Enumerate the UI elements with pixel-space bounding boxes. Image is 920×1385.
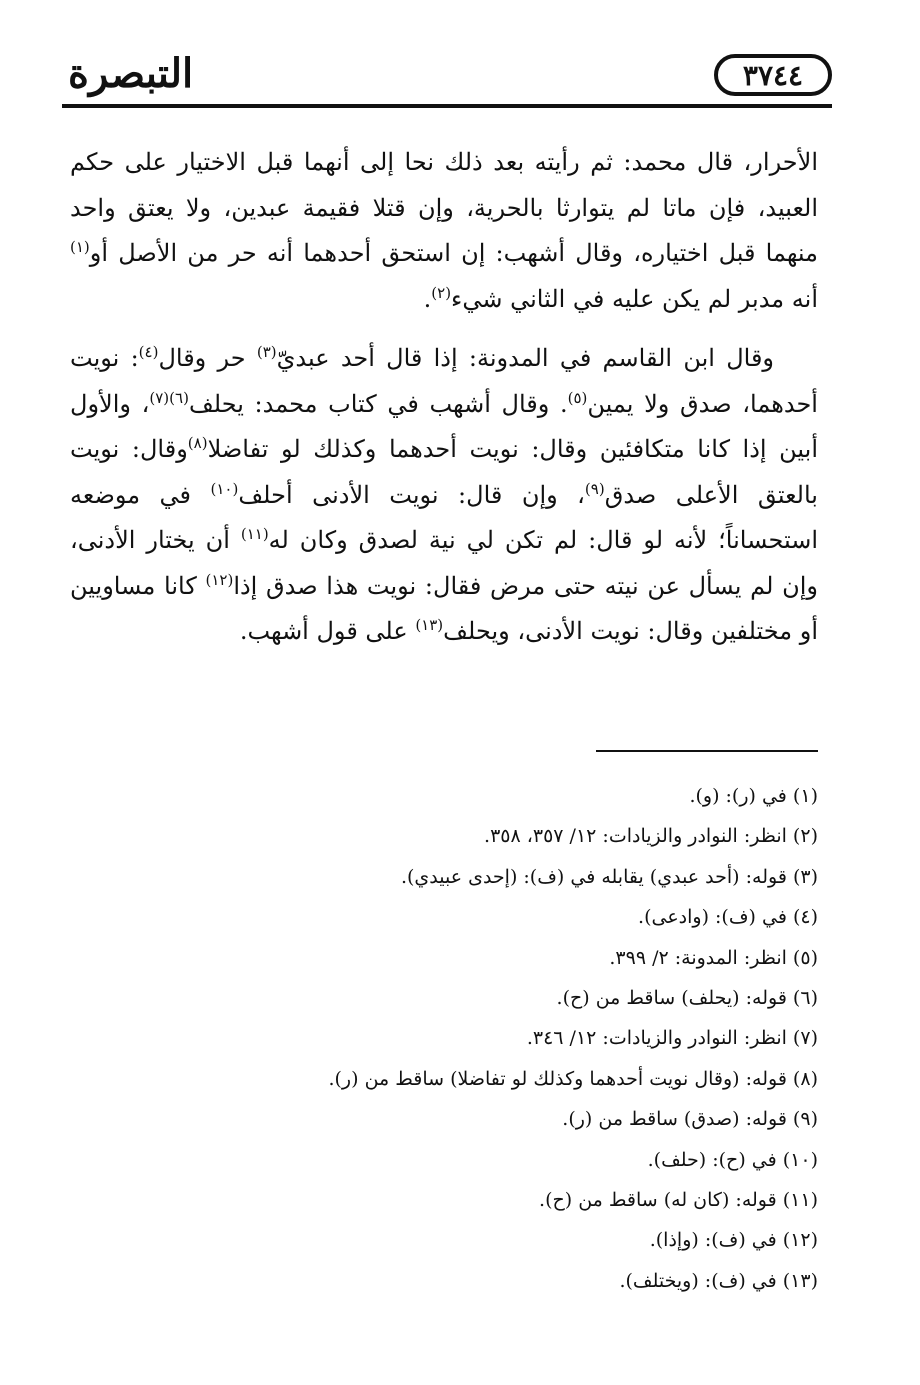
- footnote-ref: (١٢): [205, 570, 234, 589]
- book-title: التبصرة: [68, 50, 194, 97]
- footnote-ref: (٤): [138, 343, 159, 361]
- footnote-13: (١٣) في (ف): (ويختلف).: [619, 1269, 818, 1292]
- footnote-8: (٨) قوله: (وقال نويت أحدهما وكذلك لو تفاضلا) ساقط من (ر).: [328, 1067, 818, 1090]
- footnote-4: (٤) في (ف): (وادعى).: [638, 906, 818, 929]
- footnote-ref: (١١): [240, 525, 269, 543]
- text-run: . وقال أشهب في كتاب محمد: يحلف: [188, 389, 568, 418]
- footnote-ref: (١٣): [415, 616, 444, 634]
- page-number: ٣٧٤٤: [742, 58, 804, 92]
- text-run: على قول أشهب.: [239, 617, 416, 645]
- header-rule: [62, 104, 832, 108]
- text-run: ، والأول أبين إذا كانا متكافئين وقال: نويت أحدهما وكذلك لو تفاضلا: [70, 389, 819, 463]
- footnote-3: (٣) قوله: (أحد عبدي) يقابله في (ف): (إحدى عبيدي).: [400, 865, 818, 888]
- footnote-ref: (٢): [431, 283, 452, 302]
- footnote-11: (١١) قوله: (كان له) ساقط من (ح).: [539, 1189, 818, 1212]
- footnote-ref: (١): [70, 238, 90, 256]
- text-run: في موضعه استحساناً؛ لأنه لو قال: لم تكن لي نية لصدق وكان له: [70, 480, 819, 554]
- footnote-ref: (٨): [187, 434, 208, 452]
- footnotes: [120, 776, 818, 1301]
- text-run: وقال ابن القاسم في المدونة: إذا قال أحد عبديّ: [276, 344, 775, 372]
- footnote-6: (٦) قوله: (يحلف) ساقط من (ح).: [556, 987, 818, 1010]
- text-run: : نويت أحدهما، صدق ولا يمين: [70, 344, 818, 418]
- footnote-7: (٧) انظر: النوادر والزيادات: ١٢/ ٣٤٦.: [526, 1027, 818, 1050]
- footnote-5: (٥) انظر: المدونة: ٢/ ٣٩٩.: [609, 946, 818, 969]
- paragraph-2: [70, 336, 818, 655]
- footnote-ref: (١٠): [210, 479, 239, 498]
- text-run: أن يختار الأدنى، وإن لم يسأل عن نيته حتى مرض فقال: نويت هذا صدق إذا: [70, 526, 818, 600]
- paragraph-1: [70, 140, 818, 322]
- main-text: [70, 140, 818, 655]
- footnote-10: (١٠) في (ح): (حلف).: [647, 1148, 818, 1171]
- footnote-1: (١) في (ر): (و).: [689, 785, 818, 807]
- footnote-9: (٩) قوله: (صدق) ساقط من (ر).: [562, 1108, 818, 1131]
- footnote-12: (١٢) في (ف): (وإذا).: [649, 1229, 818, 1252]
- text-run: أنه مدبر لم يكن عليه في الثاني شيء: [451, 284, 818, 313]
- text-run: .: [423, 284, 432, 313]
- page-number-badge: [714, 54, 832, 96]
- footnote-ref: (٣): [256, 343, 277, 361]
- footnote-ref: (٦)(٧): [149, 388, 189, 407]
- footnote-ref: (٩): [584, 479, 605, 498]
- text-run: الأحرار، قال محمد: ثم رأيته بعد ذلك نحا إلى أنهما قبل الاختيار على حكم العبيد، فإن ماتا لم يتوارثا بالحرية، وإن قتلا فقيمة عبدين، ولا يعتق واحد منهما قبل اختياره، وقال أشهب: إن استحق أحدهما أنه حر من الأصل أو: [70, 148, 818, 267]
- text-run: وقال: نويت بالعتق الأعلى صدق: [70, 435, 818, 509]
- footnote-2: (٢) انظر: النوادر والزيادات: ١٢/ ٣٥٧، ٣٥٨.: [484, 825, 818, 848]
- text-run: ، وإن قال: نويت الأدنى أحلف: [238, 480, 585, 509]
- page-header: [62, 48, 832, 114]
- footnote-separator: [596, 750, 818, 752]
- text-run: حر وقال: [158, 344, 257, 372]
- footnote-ref: (٥): [567, 388, 588, 407]
- text-run: كانا مساويين أو مختلفين وقال: نويت الأدنى، ويحلف: [70, 571, 818, 645]
